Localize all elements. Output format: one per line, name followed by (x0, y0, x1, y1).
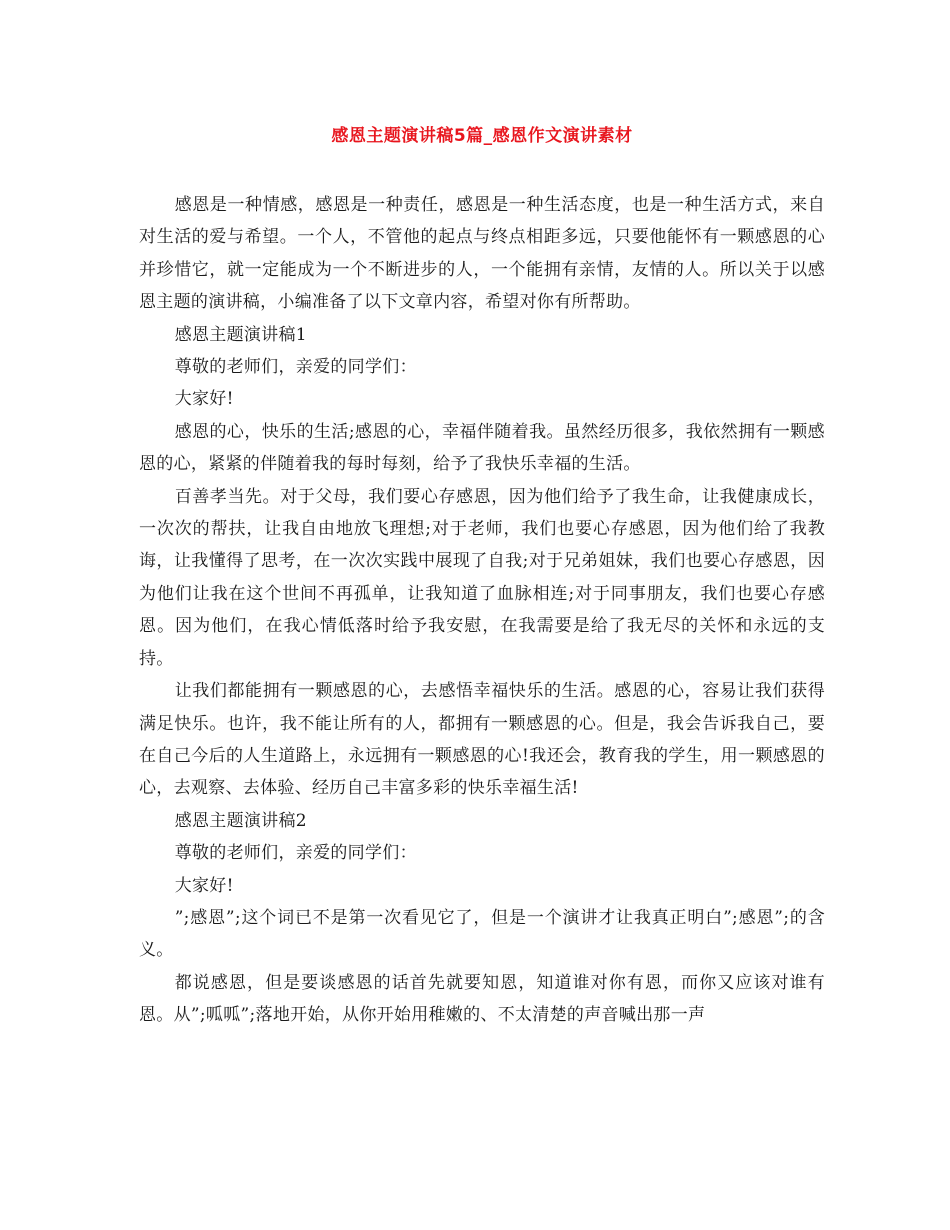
document-body (139, 189, 825, 1032)
salutation: 尊敬的老师们，亲爱的同学们： (174, 357, 417, 378)
paragraph: 百善孝当先。对于父母，我们要心存感恩，因为他们给予了我生命，让我健康成长，一次次的帮扶，让我自由地放飞理想;对于老师，我们也要心存感恩，因为他们给了我教诲，让我懂得了思考，在一次次实践中展现了自我;对于兄弟姐妹，我们也要心存感恩，因为他们让我在这个世间不再孤单，让我知道了血脉相连;对于同事朋友，我们也要心存感恩。因为他们，在我心情低落时给予我安慰，在我需要是给了我无尽的关怀和永远的支持。 (139, 486, 825, 669)
paragraph: 让我们都能拥有一颗感恩的心，去感悟幸福快乐的生活。感恩的心，容易让我们获得满足快乐。也许，我不能让所有的人，都拥有一颗感恩的心。但是，我会告诉我自己，要在自己今后的人生道路上，永远拥有一颗感恩的心!我还会，教育我的学生，用一颗感恩的心，去观察、去体验、经历自己丰富多彩的快乐幸福生活! (139, 681, 825, 799)
section-heading-1: 感恩主题演讲稿1 (174, 324, 307, 345)
paragraph-intro: 感恩是一种情感，感恩是一种责任，感恩是一种生活态度，也是一种生活方式，来自对生活的爱与希望。一个人，不管他的起点与终点相距多远，只要他能怀有一颗感恩的心并珍惜它，就一定能成为一个不断进步的人，一个能拥有亲情，友情的人。所以关于以感恩主题的演讲稿，小编准备了以下文章内容，希望对你有所帮助。 (139, 195, 825, 313)
paragraph: ”;感恩”;这个词已不是第一次看见它了，但是一个演讲才让我真正明白”;感恩”;的含义。 (139, 907, 825, 961)
document-title: 感恩主题演讲稿5篇_感恩作文演讲素材 (331, 126, 633, 146)
greeting: 大家好! (174, 389, 234, 410)
section-heading-2: 感恩主题演讲稿2 (174, 810, 307, 831)
paragraph: 都说感恩，但是要谈感恩的话首先就要知恩，知道谁对你有恩，而你又应该对谁有恩。从”;呱呱”;落地开始，从你开始用稚嫩的、不太清楚的声音喊出那一声 (139, 972, 825, 1026)
paragraph: 感恩的心，快乐的生活;感恩的心，幸福伴随着我。虽然经历很多，我依然拥有一颗感恩的心，紧紧的伴随着我的每时每刻，给予了我快乐幸福的生活。 (139, 421, 825, 475)
greeting: 大家好! (174, 875, 234, 896)
salutation: 尊敬的老师们，亲爱的同学们： (174, 843, 417, 864)
